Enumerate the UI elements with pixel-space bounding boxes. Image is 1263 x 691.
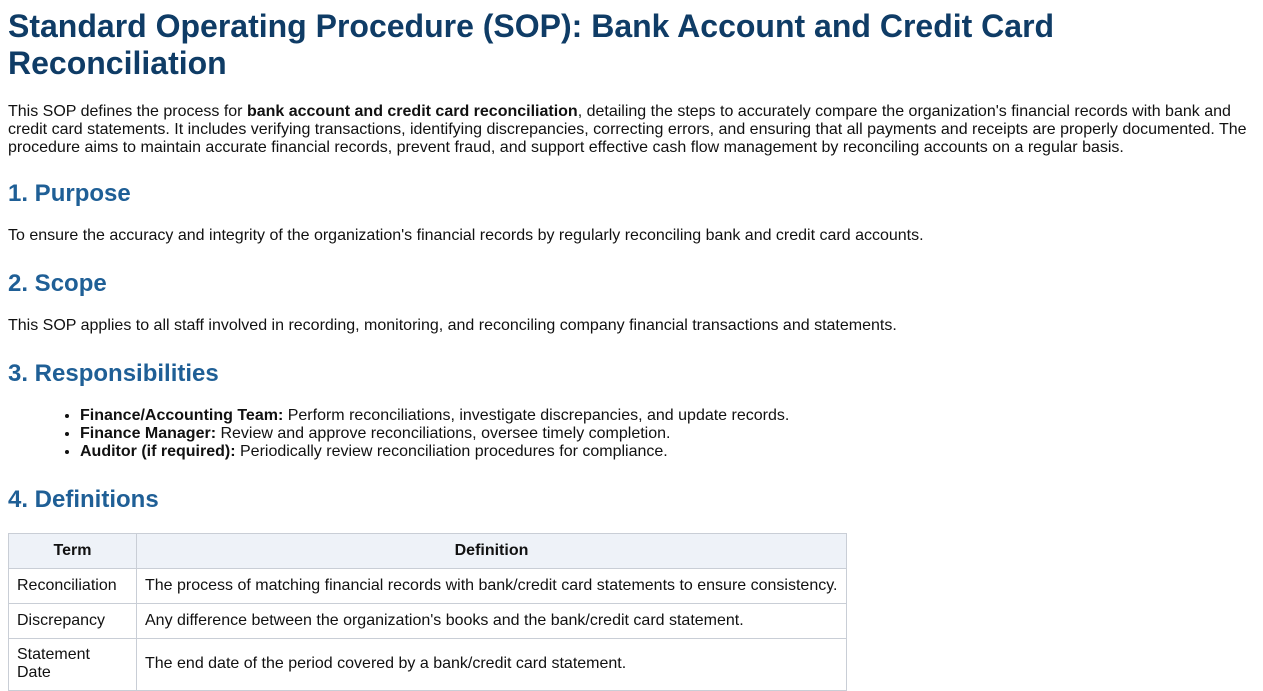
purpose-text: To ensure the accuracy and integrity of the organization's financial records by regularly reconciling bank and credit card accounts. [8, 227, 924, 244]
responsibility-role: Finance/Accounting Team: [80, 407, 284, 424]
responsibility-role: Auditor (if required): [80, 443, 236, 460]
definitions-table [8, 533, 847, 691]
list-item [80, 425, 1255, 443]
intro-text-start: This SOP defines the process for [8, 103, 247, 120]
definitions-heading: 4. Definitions [8, 486, 159, 513]
table-header-row [9, 534, 847, 569]
responsibilities-heading: 3. Responsibilities [8, 360, 219, 387]
responsibility-text: Review and approve reconciliations, oversee timely completion. [216, 425, 671, 442]
responsibility-text: Perform reconciliations, investigate discrepancies, and update records. [283, 407, 790, 424]
intro-text-end: , detailing the steps to accurately compare the organization's financial records with bank and credit card statements. It includes verifying transactions, identifying discrepancies, correcting errors, and ensuring that all payments and receipts are properly documented. The procedure aims to maintain accurate financial records, prevent fraud, and support effective cash flow management by reconciling accounts on a regular basis. [8, 103, 1247, 156]
table-row [9, 639, 847, 691]
intro-paragraph [8, 103, 1255, 157]
definition-cell: The end date of the period covered by a bank/credit card statement. [137, 639, 847, 691]
scope-heading: 2. Scope [8, 270, 107, 297]
term-cell: Reconciliation [9, 569, 137, 604]
responsibilities-list [8, 407, 1255, 461]
scope-text: This SOP applies to all staff involved in recording, monitoring, and reconciling company financial transactions and statements. [8, 317, 897, 334]
purpose-heading: 1. Purpose [8, 180, 131, 207]
table-row [9, 569, 847, 604]
definition-cell: Any difference between the organization's books and the bank/credit card statement. [137, 604, 847, 639]
page-title: Standard Operating Procedure (SOP): Bank Account and Credit Card Reconciliation [8, 8, 1055, 81]
responsibility-role: Finance Manager: [80, 425, 217, 442]
term-cell: Discrepancy [9, 604, 137, 639]
table-row [9, 604, 847, 639]
list-item [80, 407, 1255, 425]
term-cell: Statement Date [9, 639, 137, 691]
list-item [80, 443, 1255, 461]
intro-bold-phrase: bank account and credit card reconciliation [246, 103, 578, 120]
definition-cell: The process of matching financial records with bank/credit card statements to ensure consistency. [137, 569, 847, 604]
definition-column-header: Definition [137, 534, 847, 569]
term-column-header: Term [9, 534, 137, 569]
responsibility-text: Periodically review reconciliation procedures for compliance. [235, 443, 668, 460]
